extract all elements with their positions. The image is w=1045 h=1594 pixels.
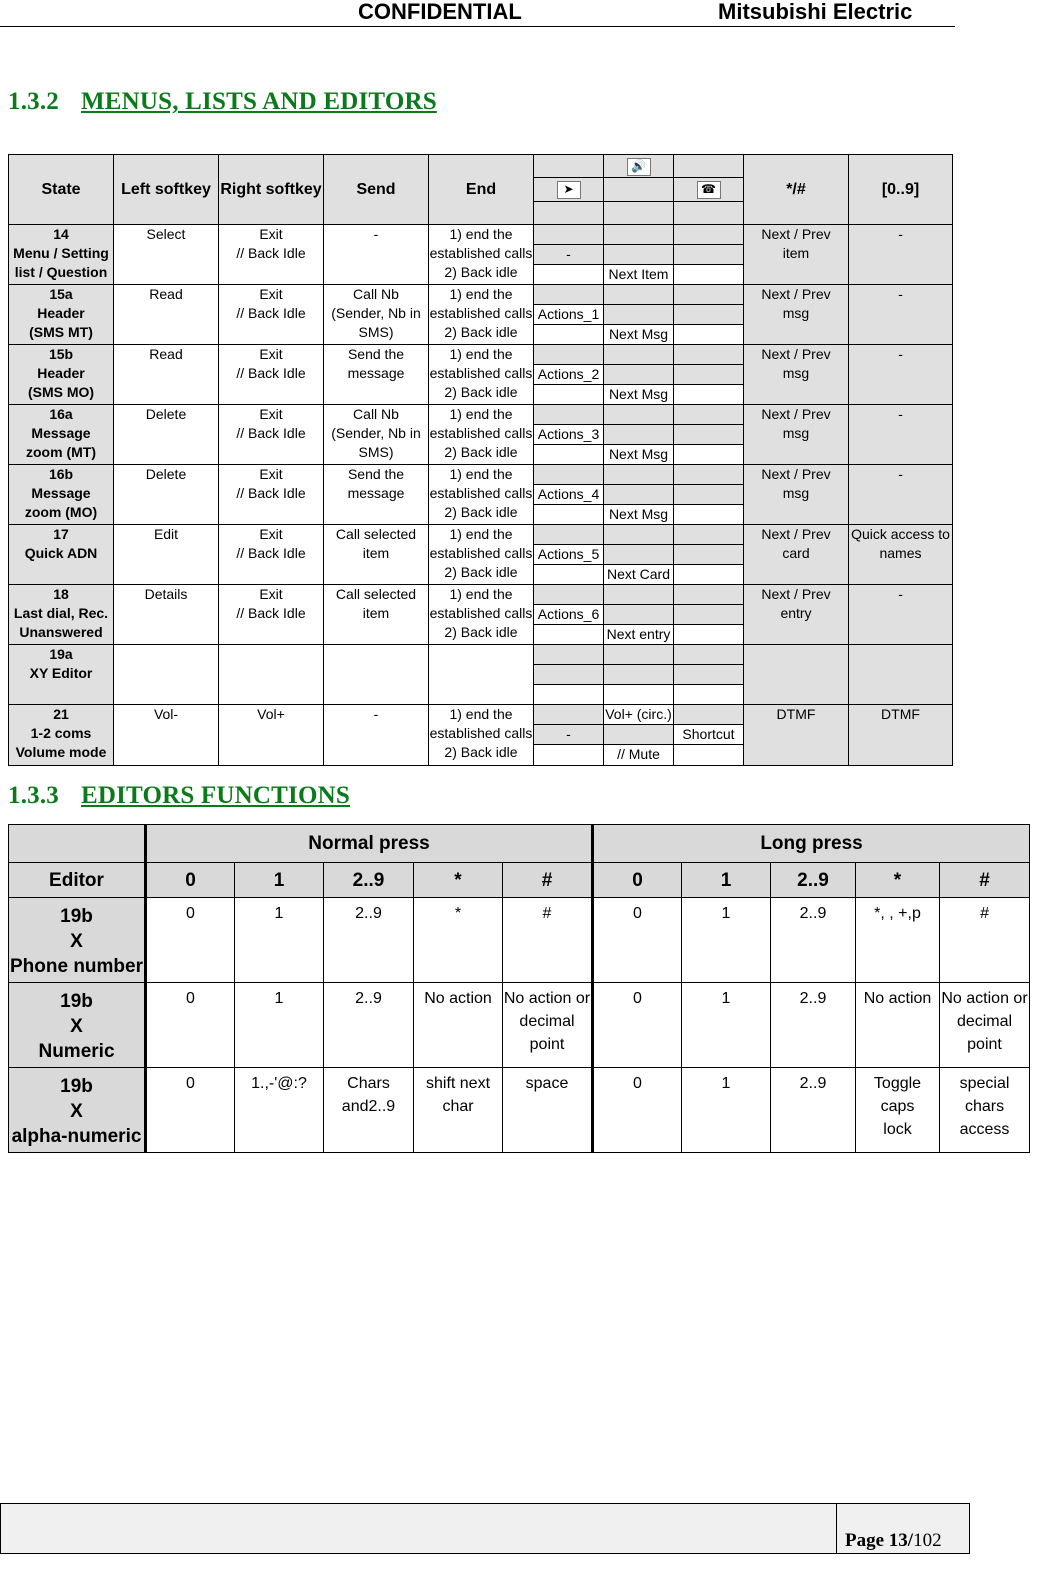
cell-left: Select (114, 225, 219, 285)
table-row (9, 285, 953, 305)
cell-end: 1) end the established calls 2) Back idle (429, 225, 534, 285)
key-action-cell: 1 (235, 983, 324, 1068)
table-row (9, 585, 953, 605)
cell-right: Exit // Back Idle (219, 465, 324, 525)
header-nav-cell (674, 155, 744, 178)
key-action-cell: 2..9 (771, 983, 856, 1068)
nav-cell (674, 305, 744, 325)
nav-cell (534, 585, 604, 605)
nav-cell (534, 705, 604, 725)
header-nav-cell (674, 202, 744, 225)
nav-cell (534, 565, 604, 585)
nav-cell: Next Msg (604, 445, 674, 465)
cell-right: Vol+ (219, 705, 324, 766)
section-title: MENUS, LISTS AND EDITORS (81, 88, 437, 115)
key-column-header: * (856, 863, 940, 898)
nav-cell: - (534, 725, 604, 745)
nav-cell: Vol+ (circ.) (604, 705, 674, 725)
key-action-cell: No action or decimal point (503, 983, 593, 1068)
page-footer (0, 1503, 970, 1554)
cell-star-hash: Next / Prev msg (744, 285, 849, 345)
state-cell: 16b Message zoom (MO) (9, 465, 114, 525)
nav-cell: Next Msg (604, 325, 674, 345)
key-column-header: 1 (682, 863, 771, 898)
nav-cell (674, 745, 744, 766)
nav-cell (674, 325, 744, 345)
state-cell: 18 Last dial, Rec. Unanswered (9, 585, 114, 645)
nav-cell (674, 525, 744, 545)
nav-cell (604, 405, 674, 425)
cell-send: Call selected item (324, 585, 429, 645)
key-action-cell: No action or decimal point (940, 983, 1030, 1068)
cell-send (324, 645, 429, 705)
key-action-cell: 0 (146, 898, 235, 983)
nav-cell (534, 645, 604, 665)
state-cell: 16a Message zoom (MT) (9, 405, 114, 465)
table-row (9, 225, 953, 245)
cell-star-hash: DTMF (744, 705, 849, 766)
nav-cell (604, 525, 674, 545)
nav-cell (604, 425, 674, 445)
nav-cell (534, 405, 604, 425)
section-heading-menus (8, 88, 437, 116)
nav-cell (674, 665, 744, 685)
key-action-cell: 1 (682, 983, 771, 1068)
header-digits: [0..9] (849, 155, 953, 225)
nav-cell (604, 685, 674, 705)
cell-send: - (324, 225, 429, 285)
key-action-cell: 1 (682, 1068, 771, 1153)
page-number-box (836, 1504, 970, 1553)
nav-cell (674, 485, 744, 505)
arrow-right-icon: ➤ (557, 181, 581, 199)
key-column-header: 2..9 (324, 863, 414, 898)
nav-cell (674, 585, 744, 605)
key-column-header: 0 (146, 863, 235, 898)
confidential-label: CONFIDENTIAL (358, 0, 522, 24)
cell-send: - (324, 705, 429, 766)
nav-cell (674, 645, 744, 665)
table-row (9, 1068, 1030, 1153)
nav-cell (674, 445, 744, 465)
key-action-cell: 2..9 (771, 898, 856, 983)
editors-table (8, 824, 1030, 1153)
cell-send: Call Nb (Sender, Nb in SMS) (324, 405, 429, 465)
key-action-cell: *, , +,p (856, 898, 940, 983)
cell-end: 1) end the established calls 2) Back idle (429, 705, 534, 766)
nav-cell (534, 465, 604, 485)
table-row (9, 705, 953, 725)
nav-cell: Actions_2 (534, 365, 604, 385)
nav-cell (534, 745, 604, 766)
long-press-header: Long press (593, 825, 1030, 863)
cell-left (114, 645, 219, 705)
page-total: 102 (913, 1530, 942, 1551)
cell-end: 1) end the established calls 2) Back idle (429, 285, 534, 345)
nav-cell (674, 345, 744, 365)
cell-left: Vol- (114, 705, 219, 766)
cell-right: Exit // Back Idle (219, 405, 324, 465)
nav-cell (534, 685, 604, 705)
nav-cell (674, 385, 744, 405)
normal-press-header: Normal press (146, 825, 593, 863)
nav-cell (674, 705, 744, 725)
section-heading-editors (8, 782, 350, 810)
hangup-icon: ☎ (697, 181, 721, 199)
nav-cell (534, 285, 604, 305)
editor-header: Editor (9, 863, 146, 898)
nav-cell: Next Item (604, 265, 674, 285)
cell-digits: - (849, 345, 953, 405)
nav-cell (534, 525, 604, 545)
key-action-cell: # (940, 898, 1030, 983)
nav-cell (534, 225, 604, 245)
cell-left: Delete (114, 405, 219, 465)
cell-star-hash: Next / Prev card (744, 525, 849, 585)
cell-digits: - (849, 285, 953, 345)
header-end: End (429, 155, 534, 225)
nav-cell (674, 245, 744, 265)
key-action-cell: 0 (593, 898, 682, 983)
nav-cell (534, 345, 604, 365)
nav-cell (674, 505, 744, 525)
nav-cell: Next Msg (604, 385, 674, 405)
state-cell: 14 Menu / Setting list / Question (9, 225, 114, 285)
nav-cell: Next Card (604, 565, 674, 585)
cell-right: Exit // Back Idle (219, 345, 324, 405)
cell-digits: - (849, 465, 953, 525)
header-star-hash: */# (744, 155, 849, 225)
cell-star-hash: Next / Prev msg (744, 345, 849, 405)
nav-cell (674, 565, 744, 585)
cell-digits: DTMF (849, 705, 953, 766)
cell-digits: Quick access to names (849, 525, 953, 585)
nav-cell (604, 285, 674, 305)
cell-end (429, 645, 534, 705)
state-cell: 21 1-2 coms Volume mode (9, 705, 114, 766)
key-column-header: 2..9 (771, 863, 856, 898)
nav-cell: Actions_1 (534, 305, 604, 325)
nav-cell: Actions_6 (534, 605, 604, 625)
header-nav-cell (674, 178, 744, 202)
key-action-cell: 2..9 (324, 898, 414, 983)
key-action-cell: No action (856, 983, 940, 1068)
key-action-cell: space (503, 1068, 593, 1153)
key-action-cell: Chars and2..9 (324, 1068, 414, 1153)
nav-cell (674, 425, 744, 445)
nav-cell (674, 625, 744, 645)
key-column-header: * (414, 863, 503, 898)
cell-end: 1) end the established calls 2) Back idle (429, 585, 534, 645)
nav-cell: Next Msg (604, 505, 674, 525)
key-action-cell: 2..9 (771, 1068, 856, 1153)
nav-cell: Actions_4 (534, 485, 604, 505)
nav-cell (674, 605, 744, 625)
section-number: 1.3.3 (8, 782, 59, 809)
header-left: Left softkey (114, 155, 219, 225)
cell-left: Read (114, 285, 219, 345)
table-row (9, 405, 953, 425)
nav-cell (534, 325, 604, 345)
cell-digits: - (849, 225, 953, 285)
nav-cell (604, 585, 674, 605)
key-action-cell: 0 (146, 983, 235, 1068)
cell-digits: - (849, 405, 953, 465)
header-send: Send (324, 155, 429, 225)
editor-name: 19b X Phone number (9, 898, 146, 983)
cell-left: Delete (114, 465, 219, 525)
table-row (9, 645, 953, 665)
header-nav-cell (534, 178, 604, 202)
key-action-cell: * (414, 898, 503, 983)
key-action-cell: No action (414, 983, 503, 1068)
cell-right: Exit // Back Idle (219, 285, 324, 345)
editor-name: 19b X Numeric (9, 983, 146, 1068)
state-cell: 15b Header (SMS MO) (9, 345, 114, 405)
cell-right (219, 645, 324, 705)
nav-cell (604, 485, 674, 505)
table-row (9, 345, 953, 365)
cell-send: Call Nb (Sender, Nb in SMS) (324, 285, 429, 345)
cell-end: 1) end the established calls 2) Back idle (429, 465, 534, 525)
cell-right: Exit // Back Idle (219, 225, 324, 285)
header-nav-cell (604, 155, 674, 178)
state-cell: 17 Quick ADN (9, 525, 114, 585)
nav-cell: Actions_3 (534, 425, 604, 445)
cell-left: Edit (114, 525, 219, 585)
nav-cell (604, 605, 674, 625)
menus-header-row (9, 155, 953, 178)
key-action-cell: shift next char (414, 1068, 503, 1153)
corner-cell (9, 825, 146, 863)
nav-cell (674, 285, 744, 305)
nav-cell (674, 265, 744, 285)
nav-cell: Actions_5 (534, 545, 604, 565)
nav-cell (604, 545, 674, 565)
cell-digits (849, 645, 953, 705)
cell-send: Call selected item (324, 525, 429, 585)
cell-end: 1) end the established calls 2) Back idle (429, 525, 534, 585)
nav-cell (604, 245, 674, 265)
nav-cell (674, 465, 744, 485)
key-action-cell: 1 (682, 898, 771, 983)
editors-column-row (9, 863, 1030, 898)
nav-cell (534, 665, 604, 685)
nav-cell (534, 445, 604, 465)
nav-cell: Shortcut (674, 725, 744, 745)
company-name: Mitsubishi Electric (718, 0, 913, 24)
key-column-header: 0 (593, 863, 682, 898)
nav-cell (674, 405, 744, 425)
nav-cell: - (534, 245, 604, 265)
table-row (9, 525, 953, 545)
header-right: Right softkey (219, 155, 324, 225)
page-header (0, 0, 955, 27)
menus-table (8, 154, 953, 766)
cell-left: Read (114, 345, 219, 405)
state-cell: 15a Header (SMS MT) (9, 285, 114, 345)
nav-cell (534, 625, 604, 645)
cell-digits: - (849, 585, 953, 645)
cell-end: 1) end the established calls 2) Back idle (429, 345, 534, 405)
nav-cell (534, 505, 604, 525)
cell-end: 1) end the established calls 2) Back idle (429, 405, 534, 465)
nav-cell (604, 645, 674, 665)
key-column-header: 1 (235, 863, 324, 898)
speaker-icon: 🔊 (627, 158, 651, 176)
nav-cell (534, 385, 604, 405)
key-action-cell: # (503, 898, 593, 983)
table-row (9, 983, 1030, 1068)
nav-cell (604, 345, 674, 365)
key-action-cell: 1.,-'@:? (235, 1068, 324, 1153)
header-state: State (9, 155, 114, 225)
cell-right: Exit // Back Idle (219, 525, 324, 585)
nav-cell (674, 225, 744, 245)
key-action-cell: special chars access (940, 1068, 1030, 1153)
nav-cell: Next entry (604, 625, 674, 645)
key-column-header: # (940, 863, 1030, 898)
nav-cell (604, 665, 674, 685)
header-nav-cell (604, 202, 674, 225)
nav-cell (604, 225, 674, 245)
key-action-cell: 1 (235, 898, 324, 983)
nav-cell (604, 305, 674, 325)
key-action-cell: Toggle caps lock (856, 1068, 940, 1153)
header-nav-cell (604, 178, 674, 202)
key-action-cell: 0 (593, 983, 682, 1068)
nav-cell (674, 545, 744, 565)
nav-cell (604, 365, 674, 385)
header-nav-cell (534, 202, 604, 225)
nav-cell: // Mute (604, 745, 674, 766)
cell-left: Details (114, 585, 219, 645)
cell-star-hash: Next / Prev entry (744, 585, 849, 645)
state-cell: 19a XY Editor (9, 645, 114, 705)
cell-star-hash (744, 645, 849, 705)
cell-right: Exit // Back Idle (219, 585, 324, 645)
page-label: Page 13/ (845, 1530, 914, 1551)
nav-cell (604, 725, 674, 745)
cell-send: Send the message (324, 345, 429, 405)
key-column-header: # (503, 863, 593, 898)
key-action-cell: 0 (593, 1068, 682, 1153)
cell-star-hash: Next / Prev item (744, 225, 849, 285)
editors-group-row (9, 825, 1030, 863)
cell-star-hash: Next / Prev msg (744, 465, 849, 525)
nav-cell (674, 365, 744, 385)
nav-cell (674, 685, 744, 705)
key-action-cell: 2..9 (324, 983, 414, 1068)
nav-cell (604, 465, 674, 485)
header-nav-cell (534, 155, 604, 178)
editor-name: 19b X alpha-numeric (9, 1068, 146, 1153)
section-number: 1.3.2 (8, 88, 59, 115)
nav-cell (534, 265, 604, 285)
section-title: EDITORS FUNCTIONS (81, 782, 350, 809)
cell-star-hash: Next / Prev msg (744, 405, 849, 465)
table-row (9, 898, 1030, 983)
table-row (9, 465, 953, 485)
cell-send: Send the message (324, 465, 429, 525)
key-action-cell: 0 (146, 1068, 235, 1153)
